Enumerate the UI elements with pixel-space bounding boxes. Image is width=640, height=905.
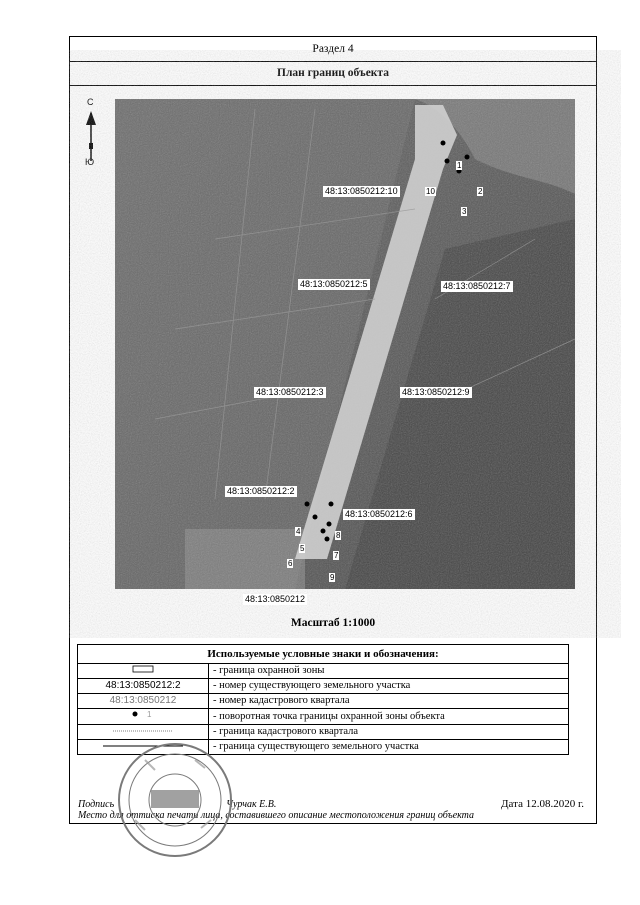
parcel-label: 48:13:0850212:10 xyxy=(325,186,398,196)
legend-text: - граница кадастрового квартала xyxy=(209,725,569,740)
legend-symbol: 48:13:0850212 xyxy=(78,694,209,709)
point-number: 8 xyxy=(336,531,341,540)
legend-symbol: 48:13:0850212:2 xyxy=(78,679,209,694)
plan-title: План границ объекта xyxy=(70,61,596,86)
legend-row xyxy=(78,679,569,694)
point-number: 6 xyxy=(288,559,293,568)
signature-label: Подпись xyxy=(78,799,115,810)
quarter-boundary-symbol-icon xyxy=(78,725,209,740)
point-number: 1 xyxy=(457,161,462,170)
signer-name: Чурчак Е.В. xyxy=(226,799,277,810)
security-zone-symbol-icon xyxy=(78,664,209,679)
point-number: 4 xyxy=(296,527,301,536)
compass-north-label: С xyxy=(87,97,94,107)
point-number: 10 xyxy=(426,187,435,196)
compass-south-label: Ю xyxy=(85,157,95,167)
quarter-label: 48:13:0850212 xyxy=(245,594,306,604)
parcel-label: 48:13:0850212:9 xyxy=(402,387,470,397)
legend-text: - номер существующего земельного участка xyxy=(209,679,569,694)
point-number: 5 xyxy=(300,544,305,553)
document-frame xyxy=(69,36,597,824)
scale-text: Масштаб 1:1000 xyxy=(290,617,376,629)
legend-row xyxy=(78,709,569,725)
parcel-label: 48:13:0850212:2 xyxy=(227,486,295,496)
legend-text: - граница существующего земельного участка xyxy=(209,740,569,755)
point-number: 9 xyxy=(330,573,335,582)
legend-text: - граница охранной зоны xyxy=(209,664,569,679)
legend-heading: Используемые условные знаки и обозначения: xyxy=(78,645,569,664)
stamp-seal-icon xyxy=(115,740,235,860)
legend-row xyxy=(78,725,569,740)
stamp-place-note: Место для оттиска печати лица, составившего описание местоположения границ объекта xyxy=(78,810,475,821)
legend-text: - поворотная точка границы охранной зоны объекта xyxy=(209,709,569,725)
legend-row xyxy=(78,664,569,679)
legend-row xyxy=(78,694,569,709)
legend-table xyxy=(77,644,569,755)
section-header: Раздел 4 xyxy=(70,37,596,62)
legend-text: - номер кадастрового квартала xyxy=(209,694,569,709)
parcel-label: 48:13:0850212:7 xyxy=(443,281,511,291)
point-number: 7 xyxy=(334,551,339,560)
parcel-label: 48:13:0850212:5 xyxy=(300,279,368,289)
point-number: 2 xyxy=(478,187,483,196)
aerial-map xyxy=(115,99,575,604)
point-number: 3 xyxy=(462,207,467,216)
parcel-label: 48:13:0850212:3 xyxy=(256,387,324,397)
turning-point-symbol-icon xyxy=(78,709,209,725)
parcel-label: 48:13:0850212:6 xyxy=(345,509,413,519)
document-date: Дата 12.08.2020 г. xyxy=(501,798,584,810)
svg-text:1: 1 xyxy=(147,710,152,719)
north-arrow-icon xyxy=(80,99,104,169)
